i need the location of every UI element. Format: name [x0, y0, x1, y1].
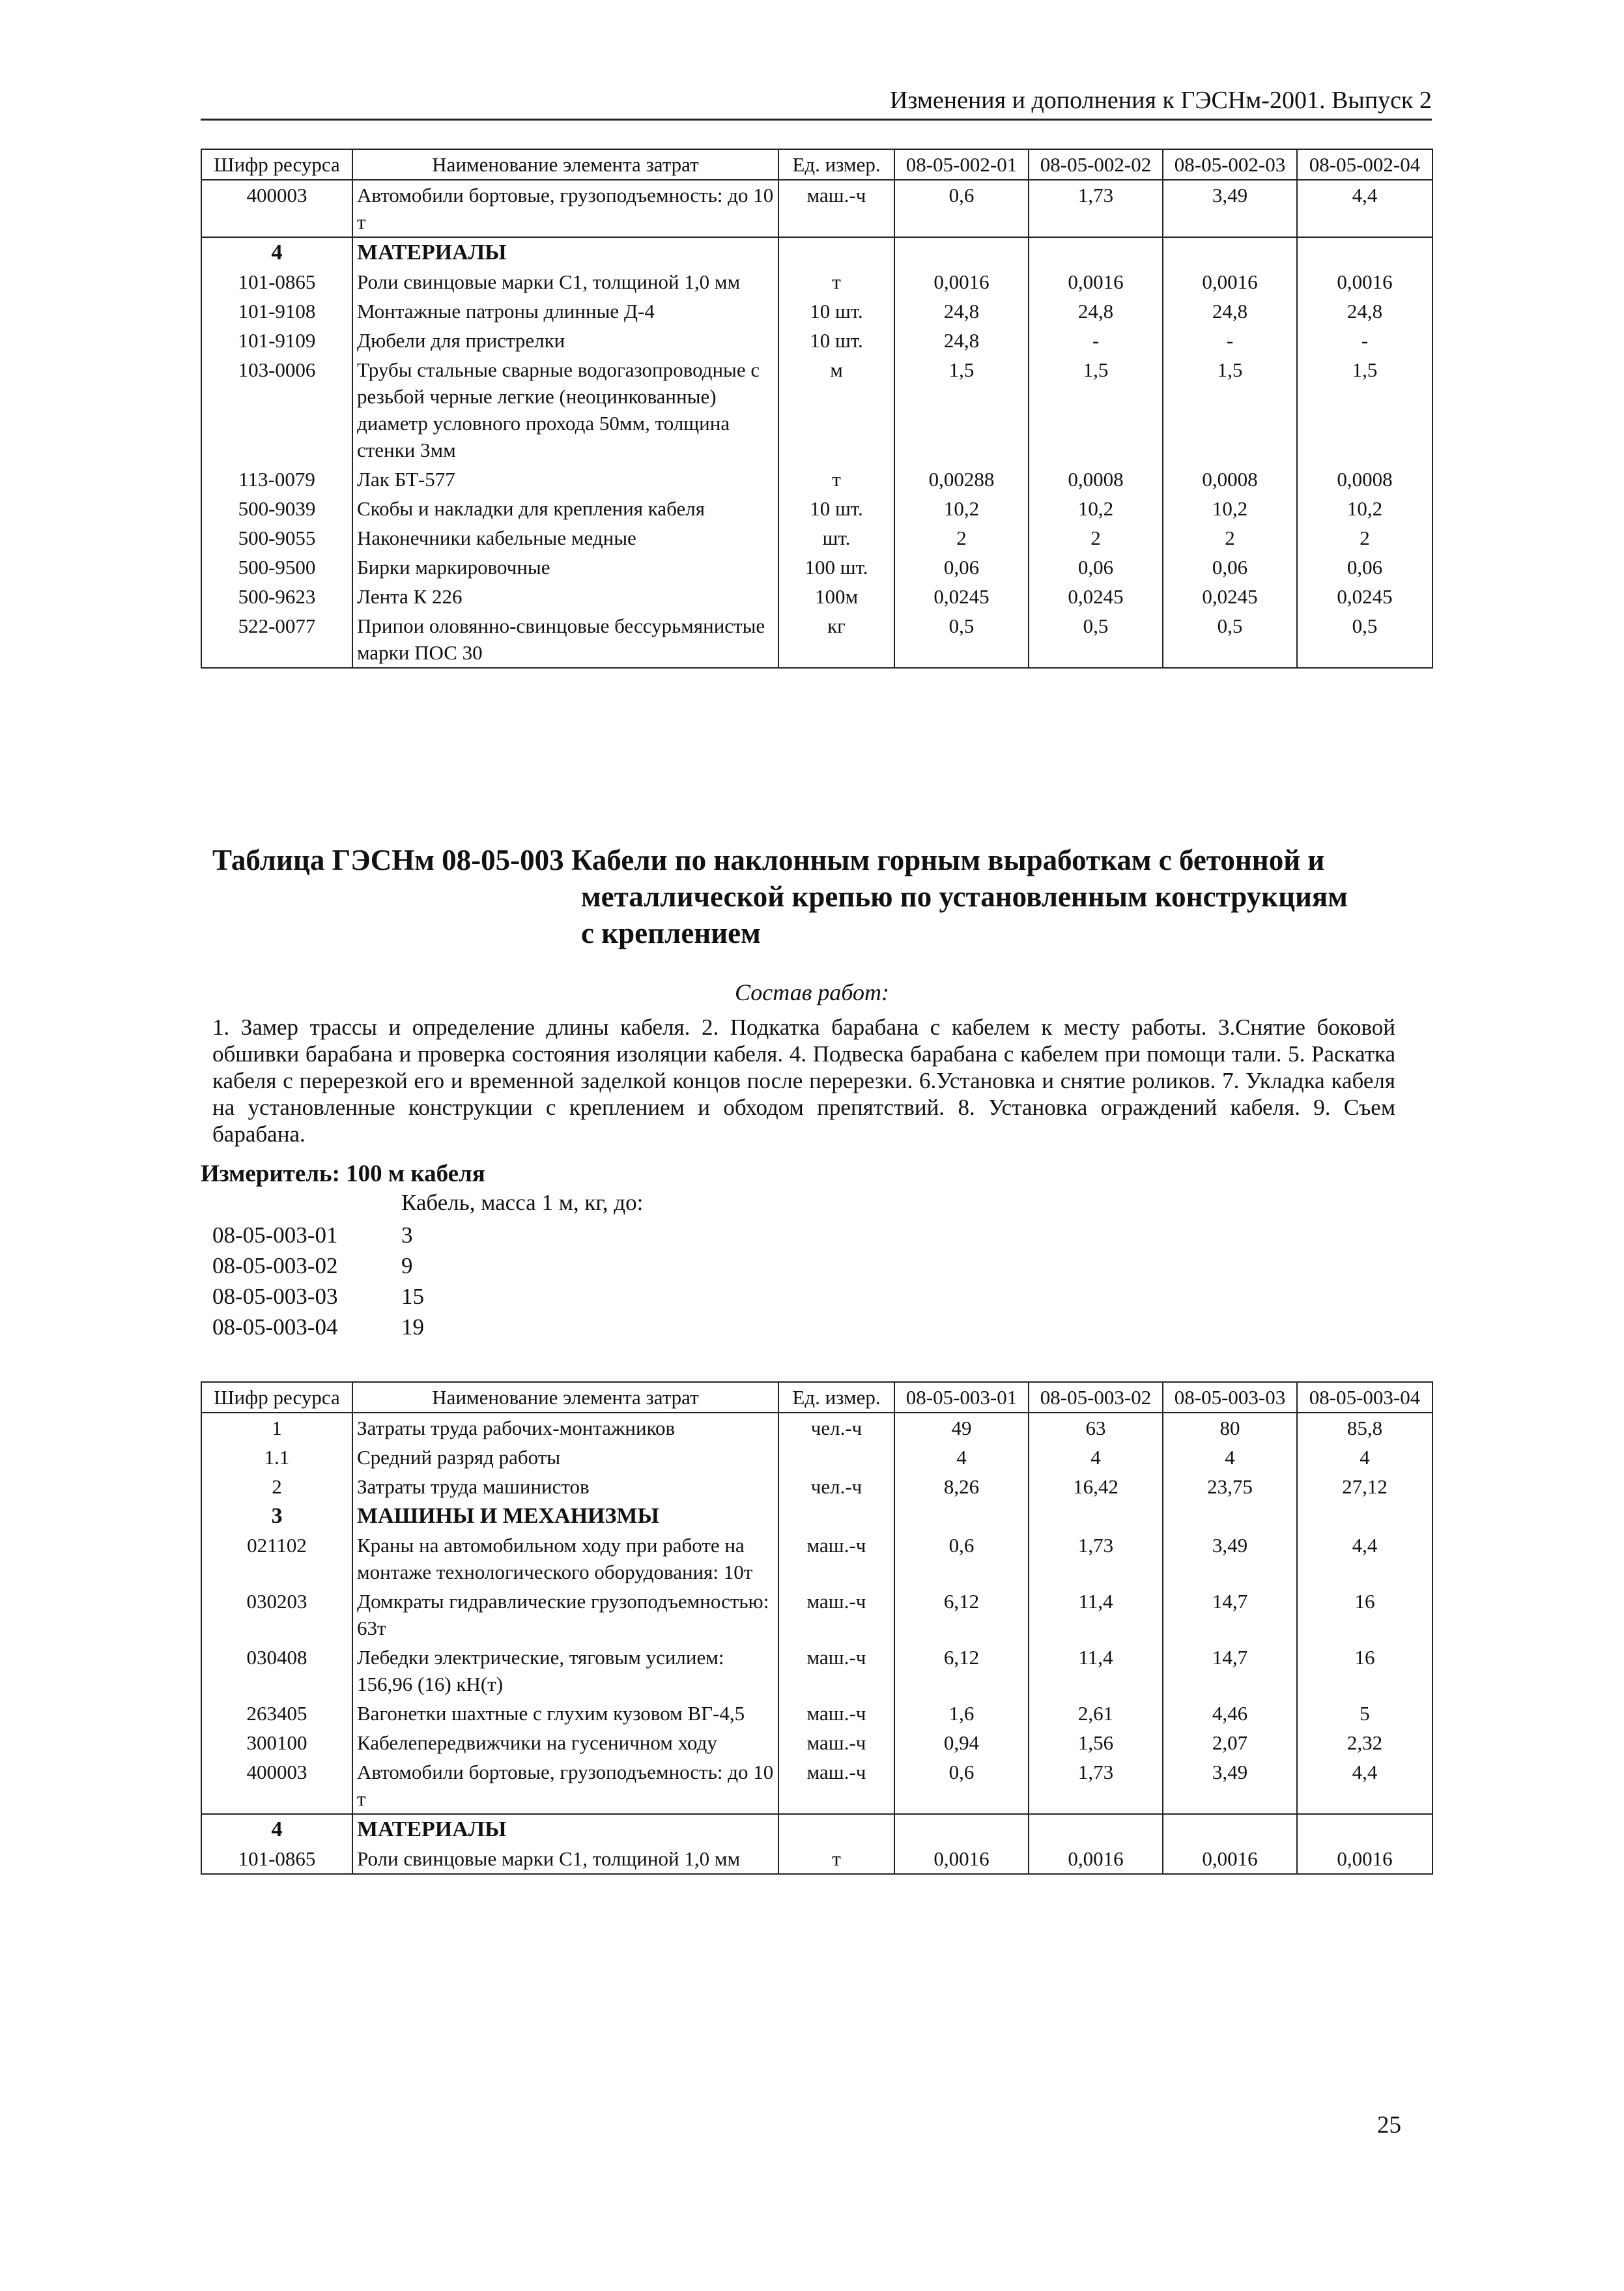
cost-element-name-cell: Автомобили бортовые, грузоподъемность: до 10 т — [352, 180, 778, 237]
cable-mass-header: Кабель, масса 1 м, кг, до: — [401, 1190, 644, 1215]
value-cell: 23,75 — [1163, 1472, 1297, 1501]
resource-code-cell: 500-9055 — [201, 523, 352, 553]
unit-cell: маш.-ч — [778, 1643, 894, 1699]
value-cell: 0,0008 — [1163, 465, 1297, 494]
norm-value: 19 — [401, 1314, 424, 1340]
value-cell: - — [1297, 326, 1432, 355]
resource-code-cell: 101-0865 — [201, 267, 352, 296]
value-cell — [1297, 1501, 1432, 1531]
value-cell: 24,8 — [1163, 296, 1297, 326]
table-row — [201, 611, 1432, 668]
table-row — [201, 1587, 1432, 1643]
value-cell: 0,0016 — [1163, 267, 1297, 296]
value-cell: 2 — [1029, 523, 1163, 553]
value-cell: 16,42 — [1029, 1472, 1163, 1501]
column-header: 08-05-002-03 — [1163, 149, 1297, 180]
column-header: Наименование элемента затрат — [352, 149, 778, 180]
cost-element-name-cell: Затраты труда машинистов — [352, 1472, 778, 1501]
list-item — [212, 1312, 424, 1342]
table-title-line: с креплением — [581, 917, 761, 949]
resource-code-cell: 500-9039 — [201, 494, 352, 523]
cost-element-name-cell: Лента К 226 — [352, 582, 778, 611]
unit-cell: т — [778, 1844, 894, 1874]
unit-cell — [778, 1814, 894, 1844]
value-cell: 1,6 — [894, 1699, 1029, 1728]
unit-cell: 100 шт. — [778, 553, 894, 582]
table-row — [201, 326, 1432, 355]
value-cell: 4 — [1029, 1443, 1163, 1472]
value-cell — [1029, 1814, 1163, 1844]
cost-element-name-cell: Кабелепередвижчики на гусеничном ходу — [352, 1728, 778, 1757]
value-cell: 4,4 — [1297, 1531, 1432, 1587]
value-cell: 0,0016 — [1029, 267, 1163, 296]
value-cell: 0,06 — [1163, 553, 1297, 582]
column-header: 08-05-003-04 — [1297, 1382, 1432, 1413]
value-cell — [1297, 1814, 1432, 1844]
resource-table-002 — [201, 149, 1433, 669]
unit-cell: маш.-ч — [778, 1699, 894, 1728]
value-cell — [1163, 1501, 1297, 1531]
cost-element-name-cell: Роли свинцовые марки С1, толщиной 1,0 мм — [352, 1844, 778, 1874]
column-header: 08-05-003-01 — [894, 1382, 1029, 1413]
value-cell: 0,0245 — [1029, 582, 1163, 611]
cost-element-name-cell: МАТЕРИАЛЫ — [352, 1814, 778, 1844]
unit-cell: кг — [778, 611, 894, 668]
resource-code-cell: 500-9623 — [201, 582, 352, 611]
column-header: 08-05-003-03 — [1163, 1382, 1297, 1413]
cost-element-name-cell: Лебедки электрические, тяговым усилием: 156,96 (16) кН(т) — [352, 1643, 778, 1699]
resource-code-cell: 101-9108 — [201, 296, 352, 326]
value-cell: 10,2 — [1029, 494, 1163, 523]
table-row — [201, 1472, 1432, 1501]
unit-cell: чел.-ч — [778, 1472, 894, 1501]
unit-cell: маш.-ч — [778, 180, 894, 237]
value-cell: 0,6 — [894, 1757, 1029, 1814]
cost-element-name-cell: Монтажные патроны длинные Д-4 — [352, 296, 778, 326]
cost-element-name-cell: Вагонетки шахтные с глухим кузовом ВГ-4,5 — [352, 1699, 778, 1728]
unit-cell: т — [778, 465, 894, 494]
value-cell: 0,0245 — [1297, 582, 1432, 611]
value-cell: 1,73 — [1029, 1531, 1163, 1587]
unit-cell: маш.-ч — [778, 1728, 894, 1757]
cost-element-name-cell: Наконечники кабельные медные — [352, 523, 778, 553]
resource-code-cell: 4 — [201, 237, 352, 267]
value-cell: - — [1163, 326, 1297, 355]
value-cell: 0,0008 — [1297, 465, 1432, 494]
value-cell — [1163, 1814, 1297, 1844]
value-cell: 0,6 — [894, 1531, 1029, 1587]
resource-code-cell: 4 — [201, 1814, 352, 1844]
cost-element-name-cell: Домкраты гидравлические грузоподъемностью: 63т — [352, 1587, 778, 1643]
resource-code-cell: 300100 — [201, 1728, 352, 1757]
value-cell: 63 — [1029, 1413, 1163, 1443]
table-title — [212, 842, 1431, 951]
value-cell: 2 — [1297, 523, 1432, 553]
cost-element-name-cell: Дюбели для пристрелки — [352, 326, 778, 355]
table-row — [201, 1501, 1432, 1531]
column-header: 08-05-002-01 — [894, 149, 1029, 180]
value-cell: 49 — [894, 1413, 1029, 1443]
column-header: 08-05-003-02 — [1029, 1382, 1163, 1413]
measure-value: 100 м кабеля — [346, 1160, 485, 1187]
resource-code-cell: 021102 — [201, 1531, 352, 1587]
table-row — [201, 1699, 1432, 1728]
value-cell: 10,2 — [894, 494, 1029, 523]
value-cell: 4,4 — [1297, 1757, 1432, 1814]
unit-cell: т — [778, 267, 894, 296]
value-cell: 6,12 — [894, 1587, 1029, 1643]
value-cell: 4 — [1297, 1443, 1432, 1472]
value-cell: 0,0016 — [1297, 267, 1432, 296]
value-cell: 4 — [1163, 1443, 1297, 1472]
value-cell: 14,7 — [1163, 1643, 1297, 1699]
value-cell: 0,0245 — [894, 582, 1029, 611]
value-cell — [894, 1814, 1029, 1844]
value-cell: 3,49 — [1163, 1757, 1297, 1814]
value-cell: 0,5 — [1163, 611, 1297, 668]
value-cell: 11,4 — [1029, 1643, 1163, 1699]
table-row — [201, 267, 1432, 296]
value-cell: 1,73 — [1029, 1757, 1163, 1814]
value-cell: 0,06 — [1029, 553, 1163, 582]
value-cell: 0,0016 — [894, 267, 1029, 296]
value-cell: - — [1029, 326, 1163, 355]
cost-element-name-cell: Роли свинцовые марки С1, толщиной 1,0 мм — [352, 267, 778, 296]
table-row — [201, 1531, 1432, 1587]
cost-element-name-cell: Скобы и накладки для крепления кабеля — [352, 494, 778, 523]
value-cell: 2,07 — [1163, 1728, 1297, 1757]
column-header: Шифр ресурса — [201, 149, 352, 180]
value-cell: 0,6 — [894, 180, 1029, 237]
cost-element-name-cell: МАШИНЫ И МЕХАНИЗМЫ — [352, 1501, 778, 1531]
value-cell: 1,73 — [1029, 180, 1163, 237]
value-cell: 5 — [1297, 1699, 1432, 1728]
unit-cell — [778, 1443, 894, 1472]
list-item — [212, 1281, 424, 1312]
resource-code-cell: 3 — [201, 1501, 352, 1531]
value-cell: 10,2 — [1163, 494, 1297, 523]
value-cell: 2,32 — [1297, 1728, 1432, 1757]
cost-element-name-cell: Автомобили бортовые, грузоподъемность: до 10 т — [352, 1757, 778, 1814]
value-cell: 6,12 — [894, 1643, 1029, 1699]
unit-cell: 10 шт. — [778, 326, 894, 355]
value-cell: 0,94 — [894, 1728, 1029, 1757]
value-cell: 0,5 — [894, 611, 1029, 668]
value-cell: 3,49 — [1163, 180, 1297, 237]
cost-element-name-cell: Затраты труда рабочих-монтажников — [352, 1413, 778, 1443]
norm-code: 08-05-003-03 — [212, 1284, 338, 1309]
column-header: 08-05-002-04 — [1297, 149, 1432, 180]
value-cell: 10,2 — [1297, 494, 1432, 523]
unit-cell: шт. — [778, 523, 894, 553]
resource-code-cell: 103-0006 — [201, 355, 352, 465]
value-cell: 0,0008 — [1029, 465, 1163, 494]
value-cell: 16 — [1297, 1587, 1432, 1643]
resource-code-cell: 030203 — [201, 1587, 352, 1643]
resource-code-cell: 030408 — [201, 1643, 352, 1699]
unit-cell: маш.-ч — [778, 1757, 894, 1814]
list-item — [212, 1250, 424, 1281]
value-cell — [1163, 237, 1297, 267]
value-cell: 0,0016 — [1163, 1844, 1297, 1874]
value-cell: 1,56 — [1029, 1728, 1163, 1757]
resource-code-cell: 522-0077 — [201, 611, 352, 668]
resource-code-cell: 113-0079 — [201, 465, 352, 494]
resource-code-cell: 1 — [201, 1413, 352, 1443]
unit-cell: 10 шт. — [778, 494, 894, 523]
value-cell: 2 — [894, 523, 1029, 553]
work-composition-text: 1. Замер трассы и определение длины кабеля. 2. Подкатка барабана с кабелем к месту работы. 3.Снятие боковой обшивки барабана и проверка состояния изоляции кабеля. 4. Подвеска барабана с кабелем при помощи тали. 5. Раскатка кабеля с перерезкой его и временной заделкой концов после перерезки. 6.Установка и снятие роликов. 7. Укладка кабеля на установленные конструкции с креплением и обходом препятствий. 8. Установка ограждений кабеля. 9. Съем барабана. — [212, 1015, 1395, 1147]
resource-code-cell: 263405 — [201, 1699, 352, 1728]
table-row — [201, 1844, 1432, 1874]
unit-cell: 10 шт. — [778, 296, 894, 326]
value-cell: 0,5 — [1029, 611, 1163, 668]
table-header-row — [201, 149, 1432, 180]
norm-code: 08-05-003-02 — [212, 1253, 338, 1278]
value-cell: 27,12 — [1297, 1472, 1432, 1501]
value-cell: 16 — [1297, 1643, 1432, 1699]
value-cell: 24,8 — [894, 296, 1029, 326]
table-row — [201, 355, 1432, 465]
value-cell: 1,5 — [1163, 355, 1297, 465]
measure-line — [201, 1160, 485, 1188]
table-header-row — [201, 1382, 1432, 1413]
table-row — [201, 582, 1432, 611]
table-title-line: Таблица ГЭСНм 08-05-003 Кабели по наклонным горным выработкам с бетонной и — [212, 844, 1325, 876]
value-cell: 0,06 — [1297, 553, 1432, 582]
page-header — [201, 85, 1432, 121]
value-cell: 0,06 — [894, 553, 1029, 582]
column-header: Ед. измер. — [778, 149, 894, 180]
cost-element-name-cell: Средний разряд работы — [352, 1443, 778, 1472]
unit-cell: маш.-ч — [778, 1587, 894, 1643]
cost-element-name-cell: Лак БТ-577 — [352, 465, 778, 494]
column-header: Наименование элемента затрат — [352, 1382, 778, 1413]
resource-table-003 — [201, 1381, 1433, 1875]
value-cell — [1297, 237, 1432, 267]
resource-code-cell: 400003 — [201, 180, 352, 237]
cost-element-name-cell: Бирки маркировочные — [352, 553, 778, 582]
resource-code-cell: 400003 — [201, 1757, 352, 1814]
resource-code-cell: 1.1 — [201, 1443, 352, 1472]
column-header: Ед. измер. — [778, 1382, 894, 1413]
value-cell: 11,4 — [1029, 1587, 1163, 1643]
unit-cell: м — [778, 355, 894, 465]
norm-code-list — [212, 1220, 424, 1342]
column-header: 08-05-002-02 — [1029, 149, 1163, 180]
value-cell: 2 — [1163, 523, 1297, 553]
value-cell: 0,5 — [1297, 611, 1432, 668]
unit-cell: 100м — [778, 582, 894, 611]
value-cell: 1,5 — [1297, 355, 1432, 465]
unit-cell: маш.-ч — [778, 1531, 894, 1587]
table-row — [201, 237, 1432, 267]
table-row — [201, 1643, 1432, 1699]
table-title-line: металлической крепью по установленным конструкциям — [581, 880, 1348, 913]
value-cell: 80 — [1163, 1413, 1297, 1443]
list-item — [212, 1220, 424, 1250]
table-row — [201, 523, 1432, 553]
value-cell — [1029, 237, 1163, 267]
header-text: Изменения и дополнения к ГЭСНм-2001. Выпуск 2 — [889, 87, 1432, 114]
value-cell: 8,26 — [894, 1472, 1029, 1501]
value-cell — [894, 1501, 1029, 1531]
page-number: 25 — [1377, 2112, 1401, 2139]
norm-code: 08-05-003-01 — [212, 1222, 338, 1248]
value-cell: 1,5 — [1029, 355, 1163, 465]
table-row — [201, 1728, 1432, 1757]
value-cell: 4,46 — [1163, 1699, 1297, 1728]
resource-code-cell: 500-9500 — [201, 553, 352, 582]
table-row — [201, 180, 1432, 237]
cost-element-name-cell: Трубы стальные сварные водогазопроводные с резьбой черные легкие (неоцинкованные) диаметр условного прохода 50мм, толщина стенки 3мм — [352, 355, 778, 465]
value-cell: 0,0016 — [1029, 1844, 1163, 1874]
value-cell: 0,0016 — [894, 1844, 1029, 1874]
table-row — [201, 553, 1432, 582]
value-cell: 0,00288 — [894, 465, 1029, 494]
value-cell: 24,8 — [894, 326, 1029, 355]
table-row — [201, 296, 1432, 326]
table-row — [201, 1413, 1432, 1443]
resource-code-cell: 101-0865 — [201, 1844, 352, 1874]
resource-code-cell: 101-9109 — [201, 326, 352, 355]
unit-cell — [778, 1501, 894, 1531]
unit-cell — [778, 237, 894, 267]
value-cell: 2,61 — [1029, 1699, 1163, 1728]
table-row — [201, 1757, 1432, 1814]
norm-value: 15 — [401, 1284, 424, 1309]
value-cell — [1029, 1501, 1163, 1531]
table-row — [201, 1443, 1432, 1472]
column-header: Шифр ресурса — [201, 1382, 352, 1413]
table-row — [201, 1814, 1432, 1844]
value-cell — [894, 237, 1029, 267]
norm-code: 08-05-003-04 — [212, 1314, 338, 1340]
norm-value: 9 — [401, 1253, 413, 1278]
value-cell: 3,49 — [1163, 1531, 1297, 1587]
resource-code-cell: 2 — [201, 1472, 352, 1501]
unit-cell: чел.-ч — [778, 1413, 894, 1443]
value-cell: 0,0245 — [1163, 582, 1297, 611]
value-cell: 24,8 — [1297, 296, 1432, 326]
norm-value: 3 — [401, 1222, 413, 1248]
value-cell: 1,5 — [894, 355, 1029, 465]
measure-label: Измеритель: — [201, 1160, 340, 1187]
value-cell: 85,8 — [1297, 1413, 1432, 1443]
work-composition-label: Состав работ: — [735, 979, 889, 1005]
value-cell: 0,0016 — [1297, 1844, 1432, 1874]
table-row — [201, 465, 1432, 494]
value-cell: 4 — [894, 1443, 1029, 1472]
value-cell: 24,8 — [1029, 296, 1163, 326]
value-cell: 4,4 — [1297, 180, 1432, 237]
table-row — [201, 494, 1432, 523]
value-cell: 14,7 — [1163, 1587, 1297, 1643]
cost-element-name-cell: Припои оловянно-свинцовые бессурьмянистые марки ПОС 30 — [352, 611, 778, 668]
cost-element-name-cell: Краны на автомобильном ходу при работе на монтаже технологического оборудования: 10т — [352, 1531, 778, 1587]
cost-element-name-cell: МАТЕРИАЛЫ — [352, 237, 778, 267]
